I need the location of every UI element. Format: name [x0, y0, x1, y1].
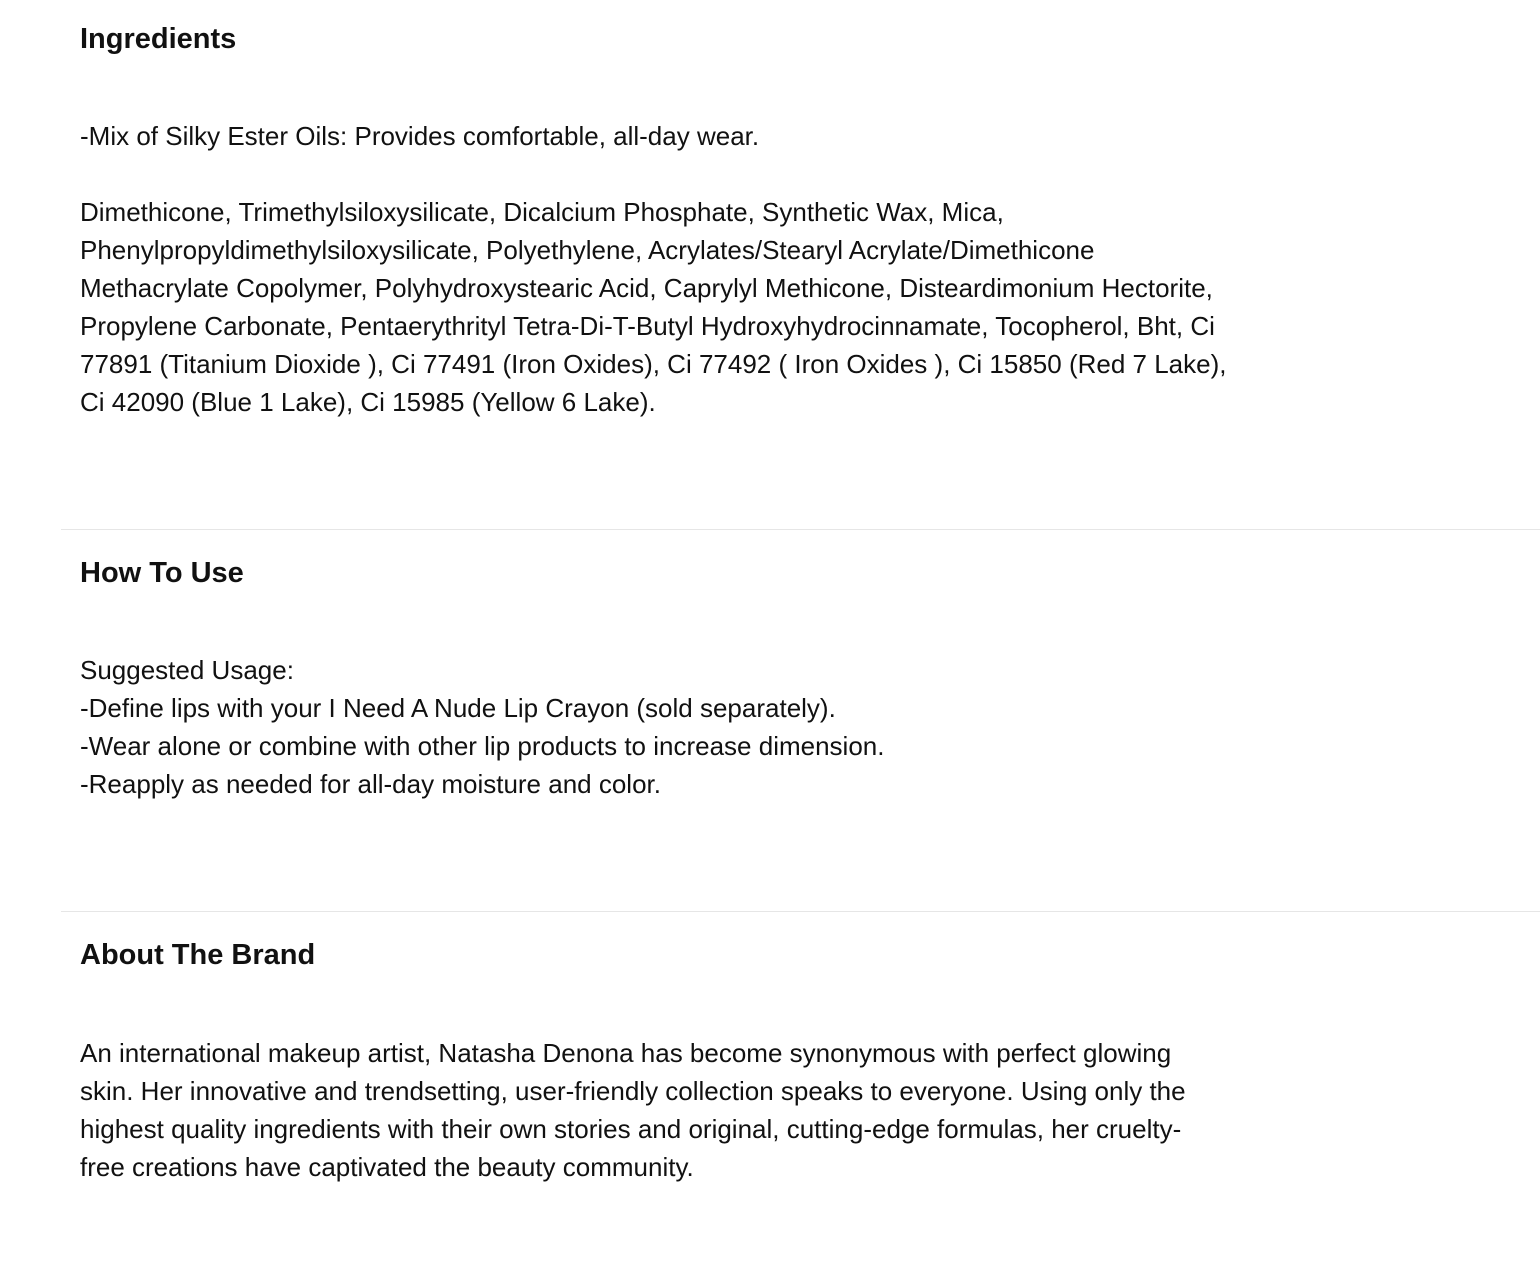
- ingredients-list-line: Methacrylate Copolymer, Polyhydroxystearic Acid, Caprylyl Methicone, Disteardimonium Hectorite,: [80, 273, 1213, 303]
- how-to-use-line: -Wear alone or combine with other lip products to increase dimension.: [80, 731, 885, 761]
- ingredients-section: [0, 0, 1540, 529]
- ingredients-list-line: Propylene Carbonate, Pentaerythrityl Tetra-Di-T-Butyl Hydroxyhydrocinnamate, Tocopherol, Bht, Ci: [80, 311, 1215, 341]
- how-to-use-text: [80, 651, 1410, 803]
- ingredients-list-line: Dimethicone, Trimethylsiloxysilicate, Dicalcium Phosphate, Synthetic Wax, Mica,: [80, 197, 1004, 227]
- ingredients-highlight: -Mix of Silky Ester Oils: Provides comfortable, all-day wear.: [80, 121, 760, 151]
- how-to-use-heading: How To Use: [80, 557, 244, 589]
- about-brand-line: skin. Her innovative and trendsetting, user-friendly collection speaks to everyone. Using only the: [80, 1076, 1186, 1106]
- about-brand-line: free creations have captivated the beauty community.: [80, 1152, 694, 1182]
- about-brand-line: An international makeup artist, Natasha Denona has become synonymous with perfect glowing: [80, 1038, 1172, 1068]
- ingredients-heading: Ingredients: [80, 23, 237, 55]
- ingredients-list-line: Ci 42090 (Blue 1 Lake), Ci 15985 (Yellow 6 Lake).: [80, 387, 656, 417]
- how-to-use-section: [0, 530, 1540, 911]
- how-to-use-line: -Define lips with your I Need A Nude Lip Crayon (sold separately).: [80, 693, 836, 723]
- ingredients-list-line: 77891 (Titanium Dioxide ), Ci 77491 (Iron Oxides), Ci 77492 ( Iron Oxides ), Ci 15850 (Red 7 Lake),: [80, 349, 1227, 379]
- how-to-use-line: Suggested Usage:: [80, 655, 294, 685]
- ingredients-list: [80, 193, 1410, 421]
- how-to-use-line: -Reapply as needed for all-day moisture and color.: [80, 769, 661, 799]
- about-brand-line: highest quality ingredients with their own stories and original, cutting-edge formulas, her cruelty-: [80, 1114, 1182, 1144]
- about-brand-heading: About The Brand: [80, 939, 316, 971]
- about-brand-section: [0, 912, 1540, 1268]
- about-brand-text: [80, 1034, 1410, 1186]
- ingredients-list-line: Phenylpropyldimethylsiloxysilicate, Polyethylene, Acrylates/Stearyl Acrylate/Dimethicone: [80, 235, 1095, 265]
